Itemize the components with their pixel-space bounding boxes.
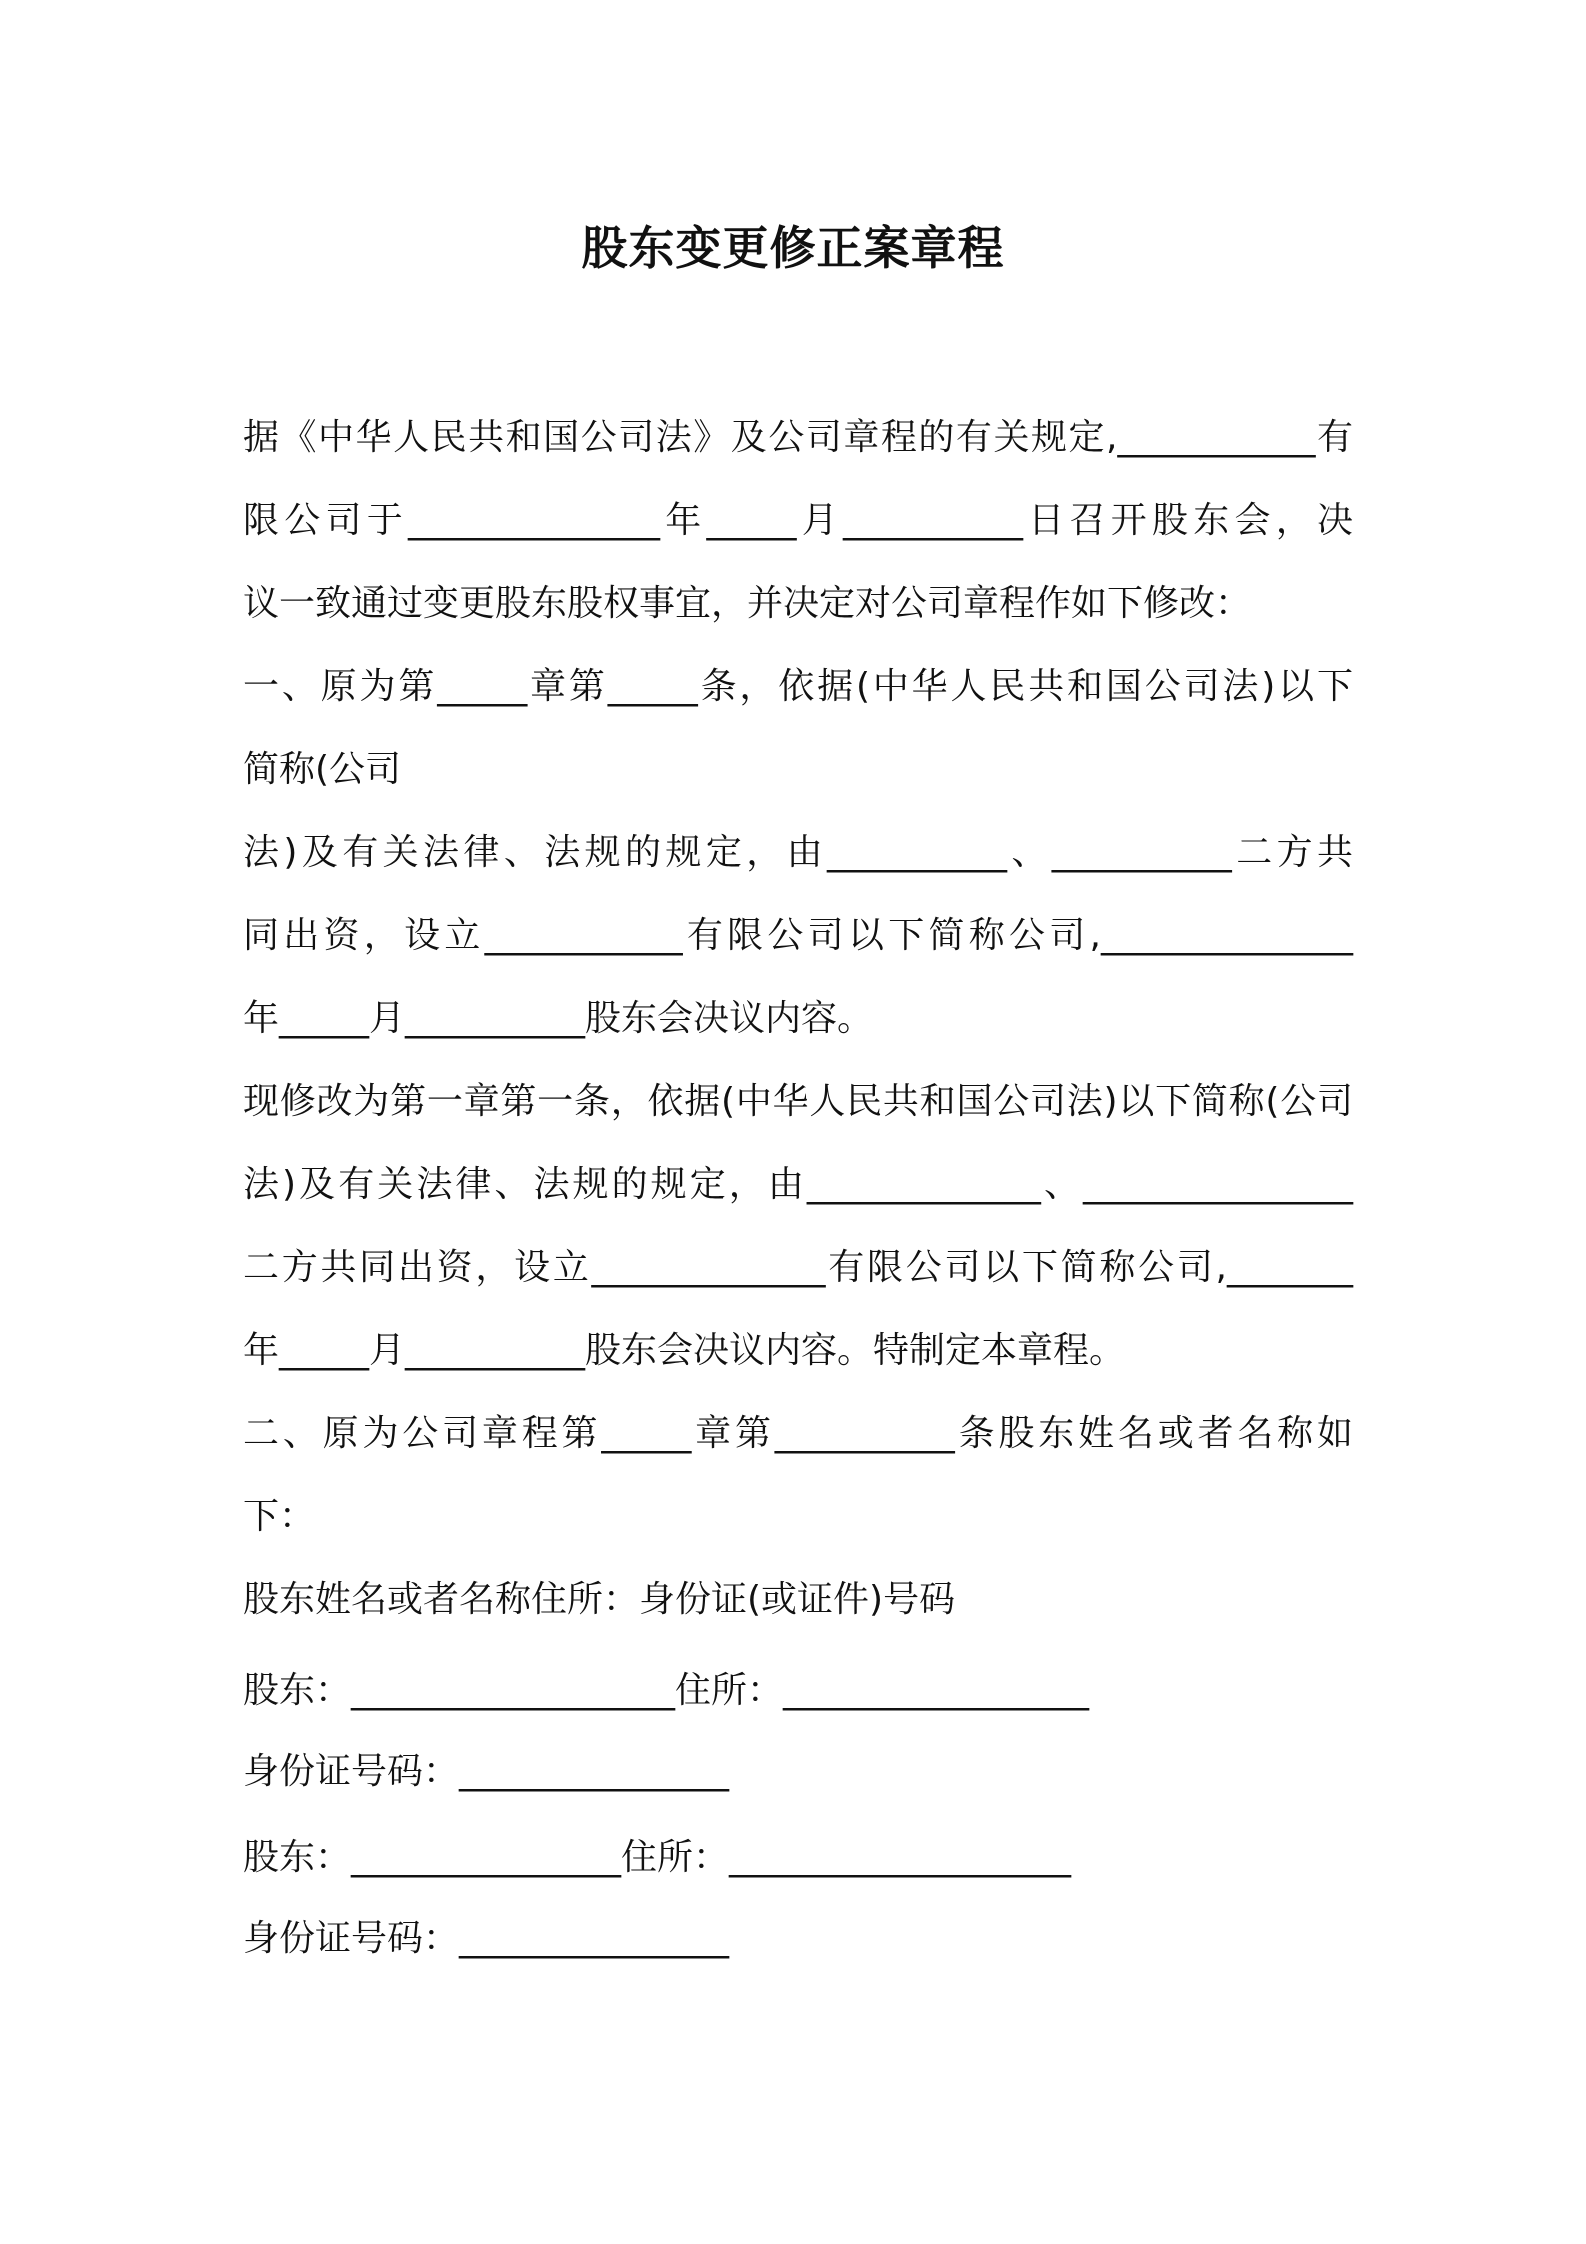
paragraph-line: 一、原为第_____章第_____条，依据(中华人民共和国公司法)以下 (243, 666, 1353, 707)
shareholder-2-id-number: 身份证号码：_______________ (243, 1918, 730, 1959)
paragraph-line: 据《中华人民共和国公司法》及公司章程的有关规定,___________有 (243, 417, 1353, 458)
paragraph-line: 法)及有关法律、法规的规定，由__________、__________二方共 (243, 832, 1353, 873)
paragraph-line: 法)及有关法律、法规的规定，由_____________、_______________ (243, 1164, 1353, 1205)
paragraph-line: 二、原为公司章程第_____章第__________条股东姓名或者名称如 (243, 1413, 1353, 1454)
shareholder-table-header: 股东姓名或者名称住所：身份证(或证件)号码 (243, 1579, 956, 1620)
paragraph-line: 年_____月__________股东会决议内容。特制定本章程。 (243, 1330, 1126, 1371)
shareholder-1-id-number: 身份证号码：_______________ (243, 1751, 730, 1792)
paragraph-line: 议一致通过变更股东股权事宜，并决定对公司章程作如下修改： (243, 583, 1252, 624)
shareholder-1-name-address: 股东：__________________住所：_________________ (243, 1670, 1090, 1711)
paragraph-line: 现修改为第一章第一条，依据(中华人民共和国公司法)以下简称(公司 (243, 1081, 1353, 1122)
paragraph-line: 简称(公司 (243, 749, 402, 790)
paragraph-line: 下： (243, 1496, 316, 1537)
document-title: 股东变更修正案章程 (581, 221, 1005, 275)
paragraph-line: 同出资，设立___________有限公司以下简称公司,______________ (243, 915, 1353, 956)
paragraph-line: 年_____月__________股东会决议内容。 (243, 998, 874, 1039)
paragraph-line: 限公司于______________年_____月__________日召开股东会，决 (243, 500, 1353, 541)
shareholder-2-name-address: 股东：_______________住所：___________________ (243, 1837, 1072, 1878)
paragraph-line: 二方共同出资，设立_____________有限公司以下简称公司,_______ (243, 1247, 1353, 1288)
